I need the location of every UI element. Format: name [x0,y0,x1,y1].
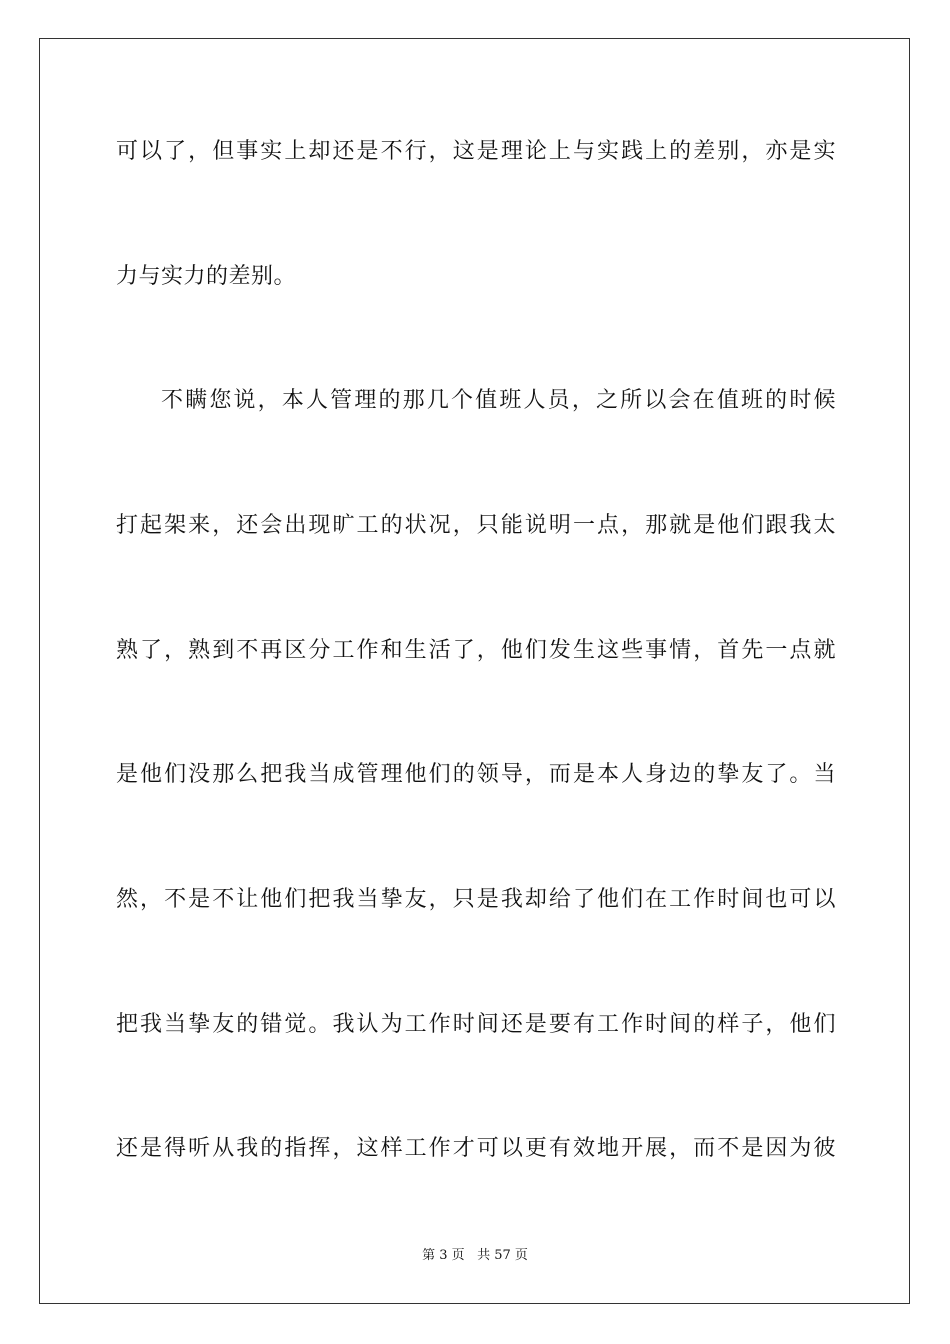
body-line-6: 是他们没那么把我当成管理他们的领导，而是本人身边的挚友了。当 [116,762,836,787]
body-line-2: 力与实力的差别。 [116,264,297,289]
page-total: 共 57 页 [477,1248,528,1263]
body-line-4: 打起架来，还会出现旷工的状况，只能说明一点，那就是他们跟我太 [116,513,836,538]
page-footer [0,1247,950,1265]
body-line-3: 不瞒您说，本人管理的那几个值班人员，之所以会在值班的时候 [161,388,836,413]
body-line-1: 可以了，但事实上却还是不行，这是理论上与实践上的差别，亦是实 [116,139,836,164]
body-line-7: 然，不是不让他们把我当挚友，只是我却给了他们在工作时间也可以 [116,887,836,912]
page-number: 第 3 页 [422,1248,465,1263]
page-border [39,38,910,1304]
body-line-8: 把我当挚友的错觉。我认为工作时间还是要有工作时间的样子，他们 [116,1012,836,1037]
body-line-5: 熟了，熟到不再区分工作和生活了，他们发生这些事情，首先一点就 [116,638,836,663]
body-line-9: 还是得听从我的指挥，这样工作才可以更有效地开展，而不是因为彼 [116,1136,836,1161]
